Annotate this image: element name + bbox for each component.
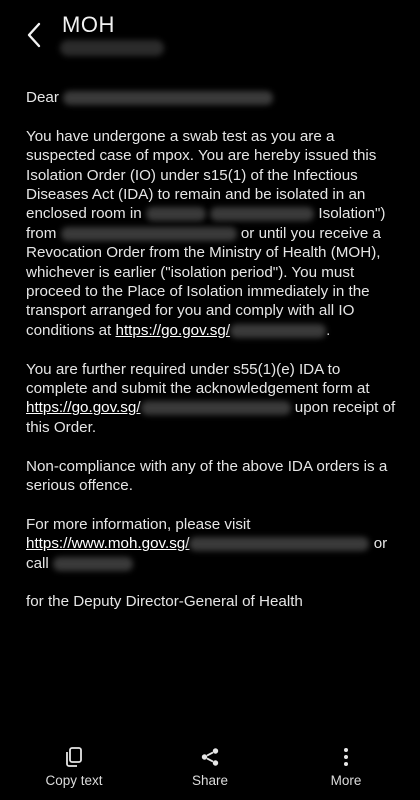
message-body[interactable] [26,88,406,631]
share-icon [199,746,221,768]
redacted-place-2 [210,207,314,221]
copy-text-button[interactable]: Copy text [14,740,134,800]
paragraph-1: You have undergone a swab test as you are a suspected case of mpox. You are hereby issued this Isolation Order (IO) under s15(1) of the Infectious Diseases Act (IDA) to remain and be isolated in an enclosed room in Isolation") from or until you receive a Revocation Order from the Ministry of Health (MOH), whichever is earlier ("isolation period"). You must proceed to the Place of Isolation immediately in the transport arranged for you and comply with all IO conditions at https://go.gov.sg/ . [26,127,386,339]
redacted-date [61,227,237,241]
action-bar [0,740,420,800]
acknowledgement-form-link[interactable]: https://go.gov.sg/ [26,399,141,417]
redacted-link-path-2 [141,401,291,415]
sender-title: MOH [62,12,115,37]
moh-website-link[interactable]: https://www.moh.gov.sg/ [26,535,190,553]
greeting-line: Dear [26,88,406,107]
more-button[interactable]: More [286,740,406,800]
signature-line: for the Deputy Director-General of Health [26,593,303,611]
redacted-place [146,207,206,221]
app-header [0,0,420,60]
paragraph-2: You are further required under s55(1)(e) IDA to complete and submit the acknowledgement form at https://go.gov.sg/ upon receipt of this Order. [26,360,396,436]
more-vertical-icon [341,746,351,768]
paragraph-4: For more information, please visit https://www.moh.gov.sg/ or call [26,515,388,572]
redacted-link-path [230,324,326,338]
redacted-phone [53,557,133,571]
copy-icon [64,746,84,768]
redacted-sender-detail [60,40,164,56]
io-conditions-link[interactable]: https://go.gov.sg/ [115,321,231,339]
paragraph-3: Non-compliance with any of the above IDA orders is a serious offence. [26,457,388,495]
redacted-link-path-3 [189,537,369,551]
chevron-left-icon [20,18,50,52]
share-button[interactable]: Share [150,740,270,800]
redacted-name [63,91,273,105]
back-button[interactable] [20,18,50,52]
